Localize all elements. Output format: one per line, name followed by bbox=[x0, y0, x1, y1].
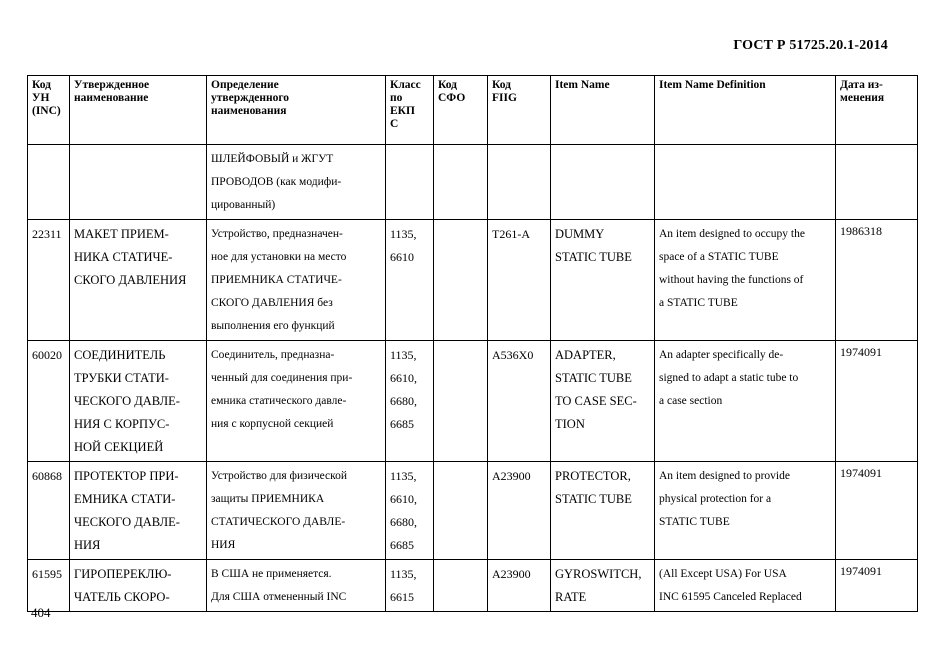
definition-cell-line: Устройство, предназначен- bbox=[211, 228, 343, 240]
approved-name-cell-line: ТРУБКИ СТАТИ- bbox=[74, 371, 169, 385]
fiig-cell: A23900 bbox=[488, 560, 551, 612]
item-name-cell-line: TO CASE SEC- bbox=[555, 394, 637, 408]
definition-cell bbox=[207, 145, 386, 220]
fiig-cell: A536X0 bbox=[488, 341, 551, 462]
header-line: (INC) bbox=[32, 105, 61, 117]
class-cell-line: 6610 bbox=[390, 250, 414, 264]
header-line: Код bbox=[492, 79, 512, 91]
header-line: ЕКП bbox=[390, 105, 415, 117]
header-line: СФО bbox=[438, 92, 466, 104]
approved-name-cell-line: ЧЕСКОГО ДАВЛЕ- bbox=[74, 515, 180, 529]
class-cell bbox=[386, 341, 434, 462]
date-cell: 1974091 bbox=[836, 560, 918, 612]
item-definition-cell-line: signed to adapt a static tube to bbox=[659, 372, 799, 384]
approved-name-cell-line: МАКЕТ ПРИЕМ- bbox=[74, 227, 169, 241]
header-line: Утвержденное bbox=[74, 79, 150, 91]
item-name-cell bbox=[551, 462, 655, 560]
approved-name-cell-line: НИЯ С КОРПУС- bbox=[74, 417, 170, 431]
header-line: FIIG bbox=[492, 92, 517, 104]
approved-name-cell-line: ГИРОПЕРЕКЛЮ- bbox=[74, 567, 172, 581]
item-definition-cell-line: space of a STATIC TUBE bbox=[659, 251, 779, 263]
class-cell-line: 1135, bbox=[390, 469, 417, 483]
definition-cell-line: ПРОВОДОВ (как модифи- bbox=[211, 176, 342, 188]
header-line: Item Name Definition bbox=[659, 79, 766, 91]
header-row bbox=[28, 76, 918, 145]
definition-cell-line: ния с корпусной секцией bbox=[211, 418, 334, 430]
definition-cell bbox=[207, 560, 386, 612]
definition-cell-line: емника статического давле- bbox=[211, 395, 347, 407]
header-inc bbox=[28, 76, 70, 145]
approved-name-cell-line: ПРОТЕКТОР ПРИ- bbox=[74, 469, 179, 483]
definition-cell-line: Устройство для физической bbox=[211, 470, 348, 482]
definition-cell-line: СТАТИЧЕСКОГО ДАВЛЕ- bbox=[211, 516, 346, 528]
item-name-cell-line: GYROSWITCH, bbox=[555, 567, 642, 581]
class-cell-line: 6680, bbox=[390, 515, 417, 529]
page-number: 404 bbox=[31, 605, 51, 620]
header-line: наименование bbox=[74, 92, 149, 104]
definition-cell bbox=[207, 341, 386, 462]
header-line: менения bbox=[840, 92, 885, 104]
header-line: утвержденного bbox=[211, 92, 290, 104]
header-class bbox=[386, 76, 434, 145]
item-definition-cell bbox=[655, 220, 836, 341]
document-header: ГОСТ Р 51725.20.1-2014 bbox=[733, 38, 888, 53]
class-cell bbox=[386, 462, 434, 560]
sfo-cell bbox=[434, 462, 488, 560]
approved-name-cell bbox=[70, 462, 207, 560]
header-sfo bbox=[434, 76, 488, 145]
table-row bbox=[28, 560, 918, 612]
approved-name-cell-line: СКОГО ДАВЛЕНИЯ bbox=[74, 273, 187, 287]
item-name-cell bbox=[551, 220, 655, 341]
item-definition-cell bbox=[655, 462, 836, 560]
sfo-cell bbox=[434, 220, 488, 341]
approved-name-cell bbox=[70, 341, 207, 462]
item-definition-cell bbox=[655, 145, 836, 220]
approved-name-cell bbox=[70, 145, 207, 220]
approved-name-cell bbox=[70, 220, 207, 341]
header-approved-name bbox=[70, 76, 207, 145]
class-cell bbox=[386, 220, 434, 341]
nomenclature-table bbox=[27, 75, 918, 612]
header-line: Дата из- bbox=[840, 79, 883, 91]
class-cell-line: 1135, bbox=[390, 567, 417, 581]
item-definition-cell-line: a STATIC TUBE bbox=[659, 297, 738, 309]
inc-cell: 22311 bbox=[28, 220, 70, 341]
definition-cell bbox=[207, 220, 386, 341]
date-cell: 1974091 bbox=[836, 462, 918, 560]
definition-cell-line: В США не применяется. bbox=[211, 568, 332, 580]
approved-name-cell-line: НИКА СТАТИЧЕ- bbox=[74, 250, 173, 264]
item-name-cell-line: STATIC TUBE bbox=[555, 250, 632, 264]
item-definition-cell-line: INC 61595 Canceled Replaced bbox=[659, 591, 802, 603]
approved-name-cell bbox=[70, 560, 207, 612]
header-fiig bbox=[488, 76, 551, 145]
item-definition-cell-line: (All Except USA) For USA bbox=[659, 568, 787, 580]
inc-cell: 61595 bbox=[28, 560, 70, 612]
header-item-name bbox=[551, 76, 655, 145]
item-name-cell bbox=[551, 341, 655, 462]
definition-cell-line: цированный) bbox=[211, 199, 276, 211]
date-cell bbox=[836, 145, 918, 220]
header-line: наименования bbox=[211, 105, 287, 117]
definition-cell bbox=[207, 462, 386, 560]
date-cell: 1974091 bbox=[836, 341, 918, 462]
table-row bbox=[28, 220, 918, 341]
approved-name-cell-line: НОЙ СЕКЦИЕЙ bbox=[74, 440, 164, 454]
definition-cell-line: Соединитель, предназна- bbox=[211, 349, 335, 361]
inc-cell bbox=[28, 145, 70, 220]
date-cell: 1986318 bbox=[836, 220, 918, 341]
item-definition-cell bbox=[655, 560, 836, 612]
class-cell-line: 6610, bbox=[390, 371, 417, 385]
header-line: УН bbox=[32, 92, 50, 104]
sfo-cell bbox=[434, 341, 488, 462]
class-cell-line: 6685 bbox=[390, 538, 414, 552]
table-row bbox=[28, 341, 918, 462]
fiig-cell: T261-A bbox=[488, 220, 551, 341]
definition-cell-line: ченный для соединения при- bbox=[211, 372, 353, 384]
item-definition-cell-line: An item designed to occupy the bbox=[659, 228, 805, 240]
class-cell bbox=[386, 560, 434, 612]
header-item-definition bbox=[655, 76, 836, 145]
header-line: Код bbox=[438, 79, 458, 91]
class-cell-line: 6610, bbox=[390, 492, 417, 506]
definition-cell-line: защиты ПРИЕМНИКА bbox=[211, 493, 325, 505]
class-cell bbox=[386, 145, 434, 220]
table-row bbox=[28, 145, 918, 220]
approved-name-cell-line: НИЯ bbox=[74, 538, 101, 552]
definition-cell-line: ПРИЕМНИКА СТАТИЧЕ- bbox=[211, 274, 342, 286]
sfo-cell bbox=[434, 145, 488, 220]
definition-cell-line: НИЯ bbox=[211, 539, 236, 551]
approved-name-cell-line: СОЕДИНИТЕЛЬ bbox=[74, 348, 166, 362]
definition-cell-line: ШЛЕЙФОВЫЙ и ЖГУТ bbox=[211, 153, 334, 165]
item-name-cell-line: PROTECTOR, bbox=[555, 469, 631, 483]
header-line: Item Name bbox=[555, 79, 610, 91]
item-definition-cell-line: a case section bbox=[659, 395, 723, 407]
item-definition-cell-line: physical protection for a bbox=[659, 493, 772, 505]
fiig-cell bbox=[488, 145, 551, 220]
definition-cell-line: СКОГО ДАВЛЕНИЯ без bbox=[211, 297, 333, 309]
class-cell-line: 1135, bbox=[390, 348, 417, 362]
header-line: по bbox=[390, 92, 403, 104]
item-name-cell bbox=[551, 560, 655, 612]
header-definition bbox=[207, 76, 386, 145]
header-date bbox=[836, 76, 918, 145]
approved-name-cell-line: ЕМНИКА СТАТИ- bbox=[74, 492, 176, 506]
item-definition-cell-line: STATIC TUBE bbox=[659, 516, 730, 528]
class-cell-line: 6680, bbox=[390, 394, 417, 408]
approved-name-cell-line: ЧЕСКОГО ДАВЛЕ- bbox=[74, 394, 180, 408]
item-name-cell-line: ADAPTER, bbox=[555, 348, 616, 362]
class-cell-line: 1135, bbox=[390, 227, 417, 241]
item-name-cell-line: RATE bbox=[555, 590, 587, 604]
header-line: С bbox=[390, 118, 399, 130]
header-line: Определение bbox=[211, 79, 279, 91]
item-name-cell-line: DUMMY bbox=[555, 227, 605, 241]
header-line: Класс bbox=[390, 79, 421, 91]
item-definition-cell-line: An adapter specifically de- bbox=[659, 349, 784, 361]
definition-cell-line: выполнения его функций bbox=[211, 320, 335, 332]
definition-cell-line: Для США отмененный INC bbox=[211, 591, 347, 603]
class-cell-line: 6615 bbox=[390, 590, 414, 604]
fiig-cell: A23900 bbox=[488, 462, 551, 560]
item-definition-cell bbox=[655, 341, 836, 462]
inc-cell: 60868 bbox=[28, 462, 70, 560]
item-name-cell bbox=[551, 145, 655, 220]
class-cell-line: 6685 bbox=[390, 417, 414, 431]
header-line: Код bbox=[32, 79, 52, 91]
item-name-cell-line: STATIC TUBE bbox=[555, 492, 632, 506]
item-definition-cell-line: An item designed to provide bbox=[659, 470, 790, 482]
sfo-cell bbox=[434, 560, 488, 612]
definition-cell-line: ное для установки на место bbox=[211, 251, 347, 263]
table-row bbox=[28, 462, 918, 560]
item-definition-cell-line: without having the functions of bbox=[659, 274, 804, 286]
approved-name-cell-line: ЧАТЕЛЬ СКОРО- bbox=[74, 590, 170, 604]
inc-cell: 60020 bbox=[28, 341, 70, 462]
item-name-cell-line: TION bbox=[555, 417, 585, 431]
item-name-cell-line: STATIC TUBE bbox=[555, 371, 632, 385]
